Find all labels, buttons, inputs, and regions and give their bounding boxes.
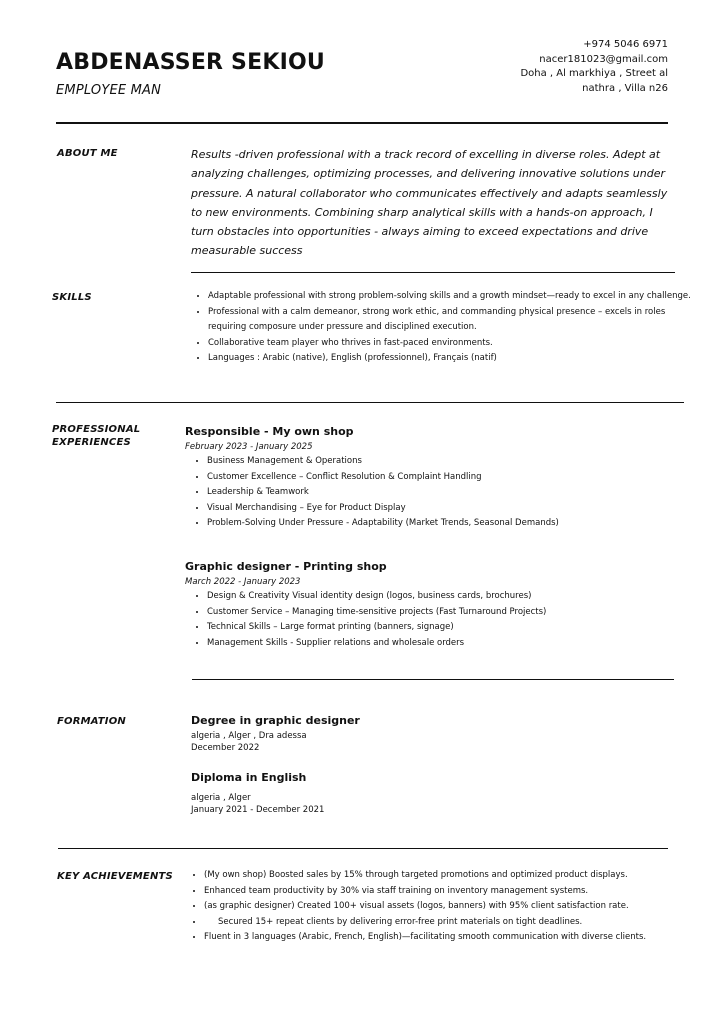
duty-item: • Customer Service – Managing time-sensitive projects (Fast Turnaround Projects): [207, 605, 680, 621]
education-date: January 2021 - December 2021: [191, 805, 325, 815]
education-entry: [191, 771, 591, 816]
achievements-label: KEY ACHIEVEMENTS: [57, 871, 173, 882]
skills-list: [192, 289, 696, 367]
duty-item: • Management Skills - Supplier relations and wholesale orders: [207, 636, 680, 652]
job-entry-duties: [185, 454, 680, 532]
job-entry-duties: [185, 589, 680, 651]
formation-label: FORMATION: [57, 716, 126, 727]
address-line-1: Doha , Al markhiya , Street al: [520, 68, 668, 79]
job-title: EMPLOYEE MAN: [56, 83, 162, 98]
email-address: nacer181023@gmail.com: [539, 53, 668, 65]
achievements-list: [188, 868, 694, 946]
skill-item: • Collaborative team player who thrives in fast-paced environments.: [208, 336, 696, 352]
address-line-2: nathra , Villa n26: [582, 82, 668, 94]
skills-divider: [56, 402, 684, 403]
education-title: Degree in graphic designer: [191, 714, 360, 727]
experience-label-line1: PROFESSIONAL: [52, 424, 141, 435]
achievement-item: • (as graphic designer) Created 100+ visual assets (logos, banners) with 95% client satisfaction rate.: [204, 899, 694, 915]
candidate-name: ABDENASSER SEKIOU: [56, 50, 325, 75]
duty-item: • Design & Creativity Visual identity design (logos, business cards, brochures): [207, 589, 680, 605]
job-entry-date: February 2023 - January 2025: [185, 442, 313, 452]
skill-item: • Adaptable professional with strong problem-solving skills and a growth mindset—ready to excel in any challenge.: [208, 289, 696, 305]
job-entry: [185, 560, 680, 651]
formation-divider: [58, 848, 668, 849]
achievement-item: • Secured 15+ repeat clients by delivering error-free print materials on tight deadlines.: [204, 915, 694, 931]
experience-label: [52, 423, 140, 449]
job-entry: [185, 425, 680, 532]
job-entry-date: March 2022 - January 2023: [185, 577, 301, 587]
skill-item: • Languages : Arabic (native), English (professionnel), Français (natif): [208, 351, 696, 367]
skills-label: SKILLS: [52, 292, 92, 303]
duty-item: • Leadership & Teamwork: [207, 485, 680, 501]
duty-item: • Visual Merchandising – Eye for Product Display: [207, 501, 680, 517]
achievement-item: • (My own shop) Boosted sales by 15% through targeted promotions and optimized product displays.: [204, 868, 694, 884]
achievement-item: • Fluent in 3 languages (Arabic, French, English)—facilitating smooth communication with diverse clients.: [204, 930, 694, 946]
contact-info: [520, 38, 668, 96]
experience-divider: [192, 679, 674, 680]
duty-item: • Technical Skills – Large format printing (banners, signage): [207, 620, 680, 636]
about-label: ABOUT ME: [57, 148, 118, 159]
skill-item: • Professional with a calm demeanor, strong work ethic, and commanding physical presence – excels in roles requiring composure under pressure and disciplined execution.: [208, 305, 696, 336]
about-text: Results -driven professional with a track record of excelling in diverse roles. Adept at analyzing challenges, optimizing processes, and delivering innovative solutions under pressure. A natural collaborator who communicates effectively and adapts seamlessly to new environments. Combining sharp analytical skills with a hands-on approach, I turn obstacles into opportunities - always aiming to exceed expectations and drive measurable success: [191, 148, 668, 258]
experience-label-line2: EXPERIENCES: [52, 437, 131, 448]
phone-number: +974 5046 6971: [583, 39, 668, 50]
job-entry-title: Graphic designer - Printing shop: [185, 560, 387, 573]
education-location: algeria , Alger , Dra adessa: [191, 731, 307, 741]
education-entry: [191, 714, 591, 754]
education-title: Diploma in English: [191, 771, 307, 784]
education-location: algeria , Alger: [191, 793, 251, 803]
education-date: December 2022: [191, 743, 260, 753]
duty-item: • Customer Excellence – Conflict Resolution & Complaint Handling: [207, 470, 680, 486]
about-divider: [191, 272, 675, 273]
job-entry-title: Responsible - My own shop: [185, 425, 354, 438]
header-divider: [56, 122, 668, 124]
duty-item: • Problem-Solving Under Pressure - Adaptability (Market Trends, Seasonal Demands): [207, 516, 680, 532]
achievement-item: • Enhanced team productivity by 30% via staff training on inventory management systems.: [204, 884, 694, 900]
duty-item: • Business Management & Operations: [207, 454, 680, 470]
